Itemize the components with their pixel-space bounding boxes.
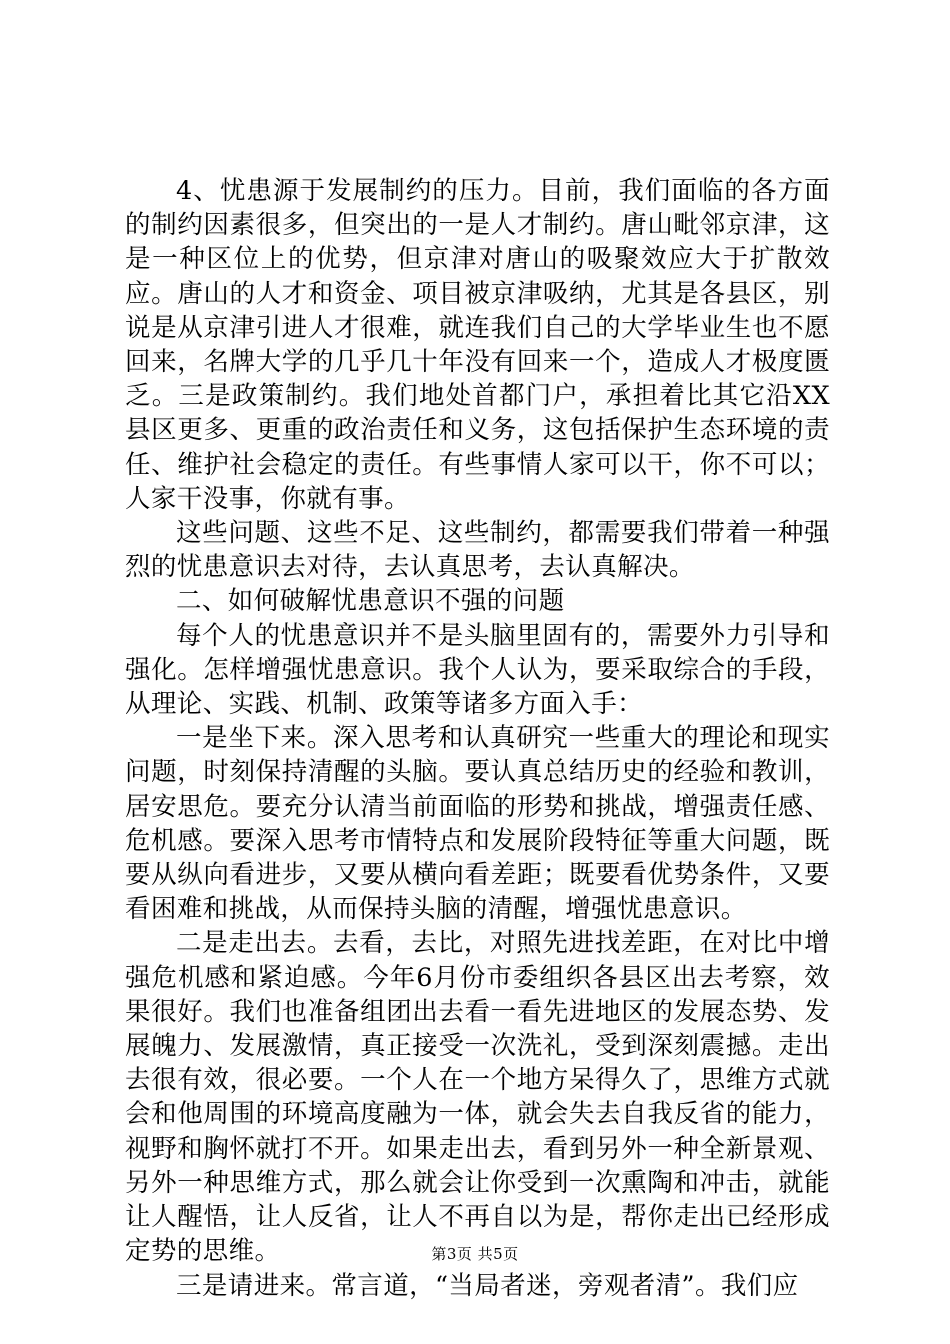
section-heading-two: 二、如何破解忧患意识不强的问题 [176, 586, 565, 617]
paragraph-problems-summary: 这些问题、这些不足、这些制约，都需要我们带着一种强烈的忧患意识去对待，去认真思考，去认真解决。 [125, 518, 830, 583]
document-body [125, 174, 830, 1303]
paragraph-introduction: 每个人的忧患意识并不是头脑里固有的，需要外力引导和强化。怎样增强忧患意识。我个人认为，要采取综合的手段，从理论、实践、机制、政策等诸多方面入手： [125, 620, 830, 720]
paragraph-constraint-pressure: 4、忧患源于发展制约的压力。目前，我们面临的各方面的制约因素很多，但突出的一是人才制约。唐山毗邻京津，这是一种区位上的优势，但京津对唐山的吸聚效应大于扩散效应。唐山的人才和资金、项目被京津吸纳，尤其是各县区，别说是从京津引进人才很难，就连我们自己的大学毕业生也不愿回来，名牌大学的几乎几十年没有回来一个，造成人才极度匮乏。三是政策制约。我们地处首都门户，承担着比其它沿XX县区更多、更重的政治责任和义务，这包括保护生态环境的责任、维护社会稳定的责任。有些事情人家可以干，你不可以；人家干没事，你就有事。 [125, 176, 830, 514]
paragraph-invite-in: 三是请进来。常言道，“当局者迷，旁观者清”。我们应 [176, 1270, 799, 1301]
paragraph-sit-down: 一是坐下来。深入思考和认真研究一些重大的理论和现实问题，时刻保持清醒的头脑。要认真总结历史的经验和教训，居安思危。要充分认清当前面临的形势和挑战，增强责任感、危机感。要深入思考市情特点和发展阶段特征等重大问题，既要从纵向看进步，又要从横向看差距；既要看优势条件，又要看困难和挑战，从而保持头脑的清醒，增强忧患意识。 [125, 723, 830, 925]
page-footer: 第3页 共5页 [431, 1245, 519, 1263]
paragraph-go-out: 二是走出去。去看，去比，对照先进找差距，在对比中增强危机感和紧迫感。今年6月份市委组织各县区出去考察，效果很好。我们也准备组团出去看一看先进地区的发展态势、发展魄力、发展激情，真正接受一次洗礼，受到深刻震撼。走出去很有效，很必要。一个人在一个地方呆得久了，思维方式就会和他周围的环境高度融为一体，就会失去自我反省的能力，视野和胸怀就打不开。如果走出去，看到另外一种全新景观、另外一种思维方式，那么就会让你受到一次熏陶和冲击，就能让人醒悟，让人反省，让人不再自以为是，帮你走出已经形成定势的思维。 [125, 928, 830, 1267]
